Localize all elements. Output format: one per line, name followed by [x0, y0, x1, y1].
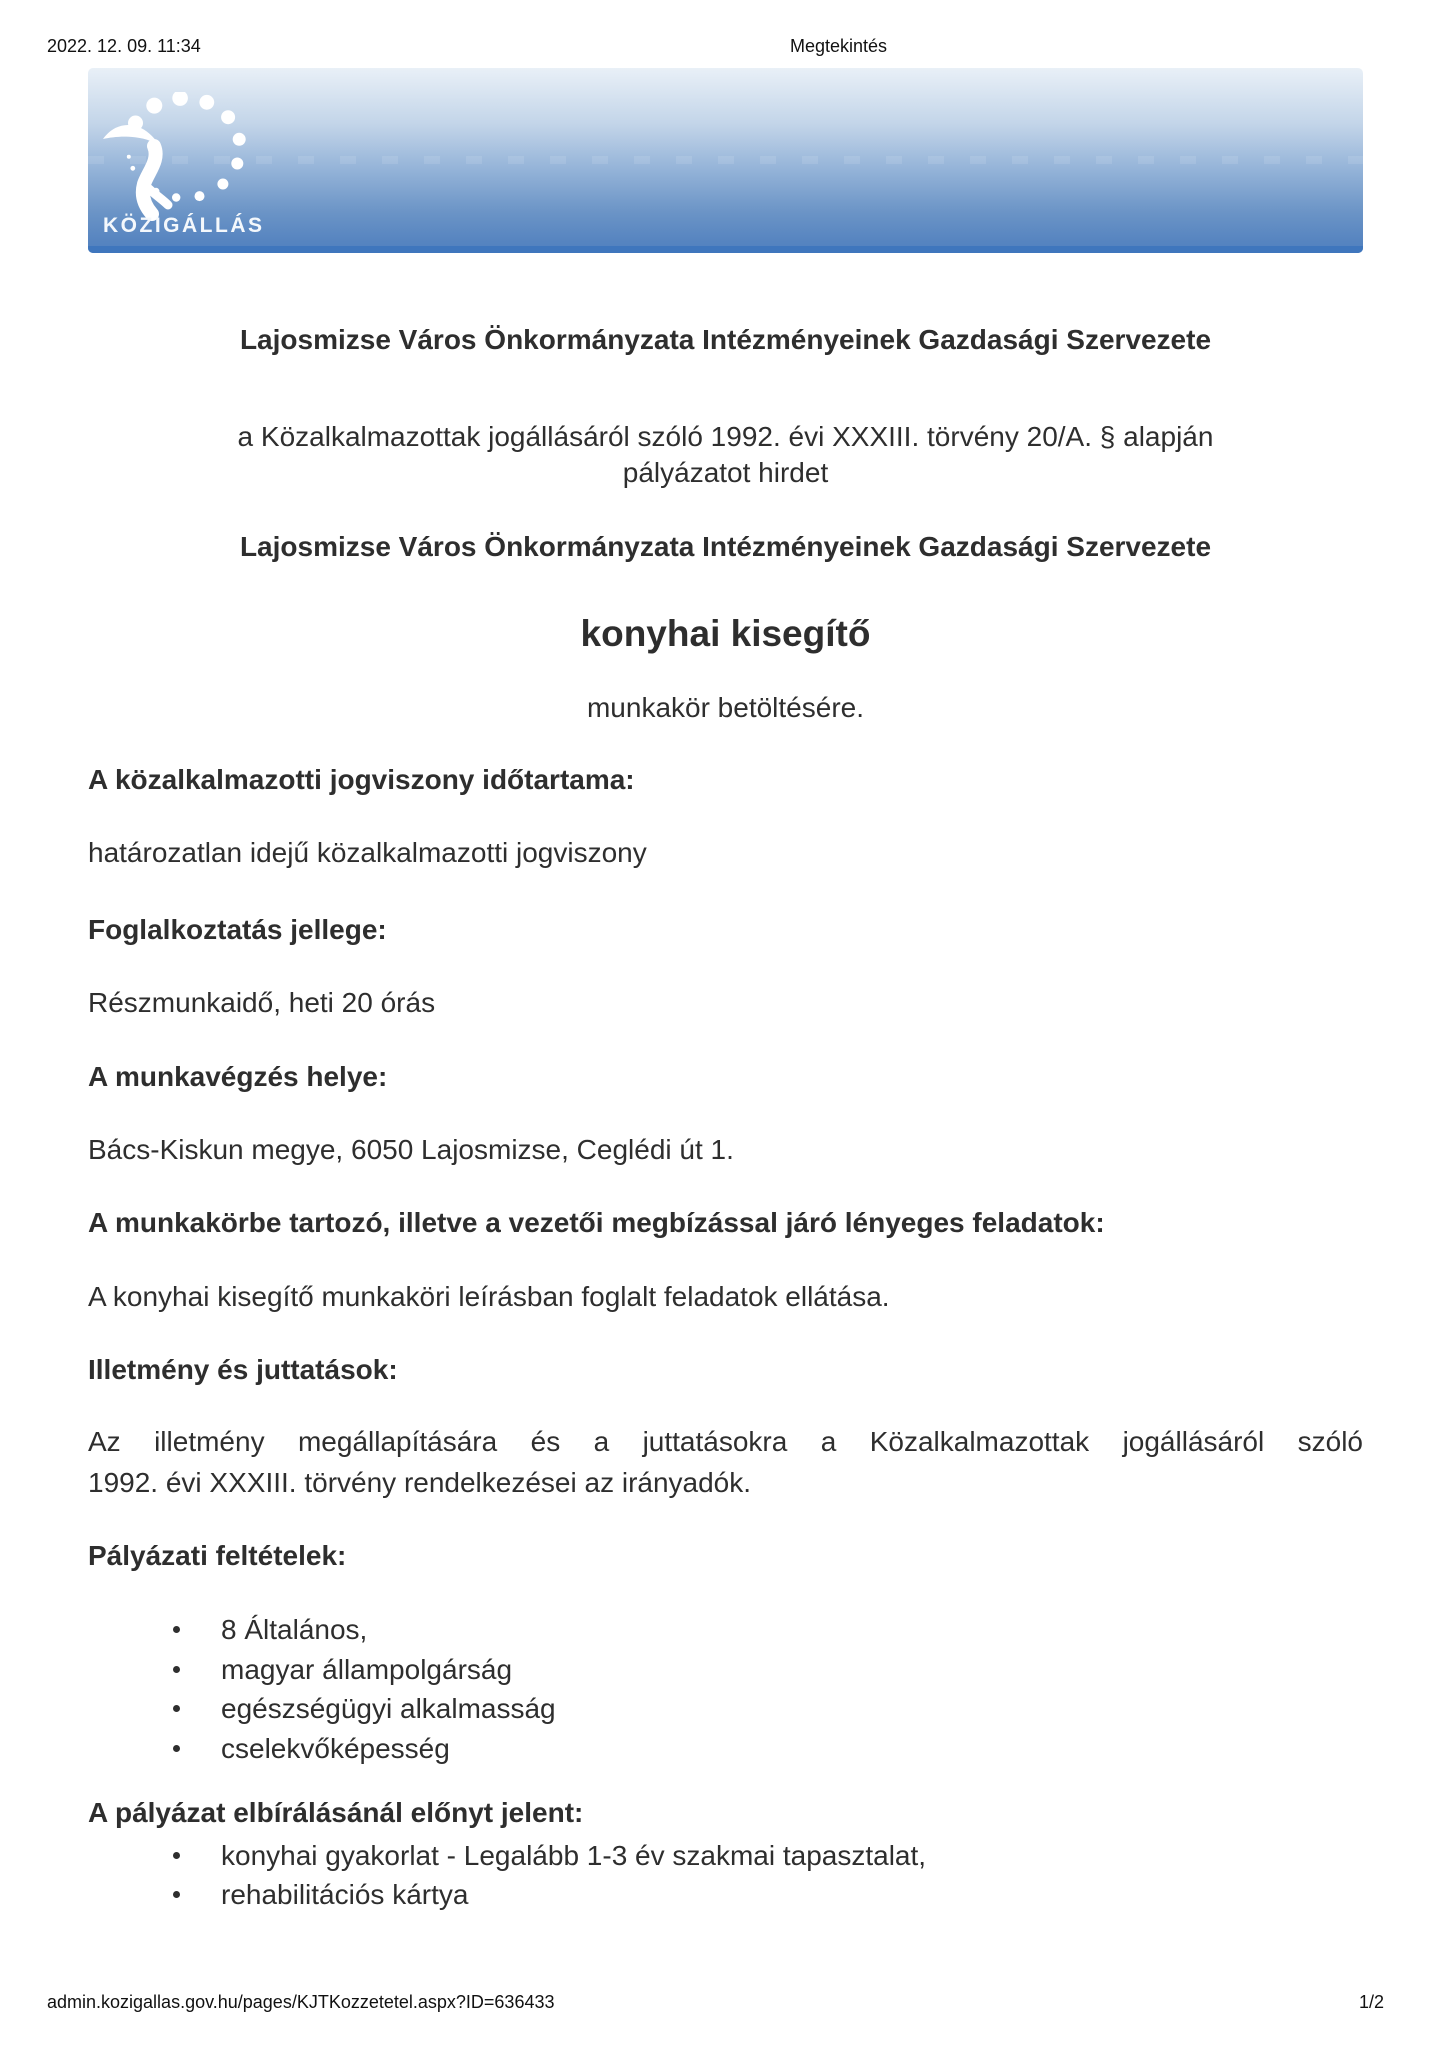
elonyok-list: [88, 1836, 1363, 1914]
section-body-feladatok: A konyhai kisegítő munkaköri leírásban foglalt feladatok ellátása.: [88, 1281, 890, 1312]
print-footer-url: admin.kozigallas.gov.hu/pages/KJTKozzetetel.aspx?ID=636433: [47, 1992, 555, 2012]
list-item: konyhai gyakorlat - Legalább 1-3 év szakmai tapasztalat,: [88, 1836, 1363, 1875]
section-heading-jogviszony: A közalkalmazotti jogviszony időtartama:: [88, 764, 635, 795]
section-heading-elonyok: A pályázat elbírálásánál előnyt jelent:: [88, 1797, 584, 1828]
section-heading-feltetelek: Pályázati feltételek:: [88, 1540, 347, 1571]
position-title: konyhai kisegítő: [580, 613, 871, 654]
illetmeny-line1: Az illetmény megállapítására és a juttatásokra a Közalkalmazottak jogállásáról szóló: [88, 1426, 1363, 1457]
print-page-title: Megtekintés: [790, 36, 888, 56]
law-intro-line2: pályázatot hirdet: [622, 457, 829, 488]
feltetelek-list: [88, 1610, 1363, 1768]
section-body-illetmeny: [88, 1424, 1363, 1506]
position-suffix: munkakör betöltésére.: [586, 692, 865, 723]
list-item: magyar állampolgárság: [88, 1650, 1363, 1690]
law-intro-line1: a Közalkalmazottak jogállásáról szóló 1992. évi XXXIII. törvény 20/A. § alapján: [237, 421, 1214, 452]
section-heading-foglalkoztatas: Foglalkoztatás jellege:: [88, 914, 387, 945]
org-name-heading: Lajosmizse Város Önkormányzata Intézményeinek Gazdasági Szervezete: [239, 324, 1212, 355]
section-body-foglalkoztatas: Részmunkaidő, heti 20 órás: [88, 987, 436, 1018]
print-footer: [47, 1992, 1384, 2012]
kozigallas-banner: [88, 68, 1363, 253]
org-name-heading-repeat: Lajosmizse Város Önkormányzata Intézményeinek Gazdasági Szervezete: [239, 531, 1212, 562]
illetmeny-line2: 1992. évi XXXIII. törvény rendelkezései az irányadók.: [88, 1467, 752, 1498]
kozigallas-logo-icon: [102, 92, 252, 222]
list-item: rehabilitációs kártya: [88, 1875, 1363, 1914]
section-body-jogviszony: határozatlan idejű közalkalmazotti jogviszony: [88, 837, 647, 868]
print-footer-page-indicator: 1/2: [1358, 1992, 1384, 2012]
section-heading-feladatok: A munkakörbe tartozó, illetve a vezetői megbízással járó lényeges feladatok:: [88, 1207, 1105, 1238]
list-item: 8 Általános,: [88, 1610, 1363, 1650]
law-intro: [88, 419, 1363, 491]
kozigallas-logo-text: KÖZIGÁLLÁS: [103, 214, 265, 237]
print-timestamp: 2022. 12. 09. 11:34: [47, 36, 201, 56]
section-heading-illetmeny: Illetmény és juttatások:: [88, 1354, 398, 1385]
list-item: cselekvőképesség: [88, 1729, 1363, 1769]
section-heading-munkavegzes-helye: A munkavégzés helye:: [88, 1061, 388, 1092]
section-body-munkavegzes-helye: Bács-Kiskun megye, 6050 Lajosmizse, Ceglédi út 1.: [88, 1134, 734, 1165]
list-item: egészségügyi alkalmasság: [88, 1689, 1363, 1729]
